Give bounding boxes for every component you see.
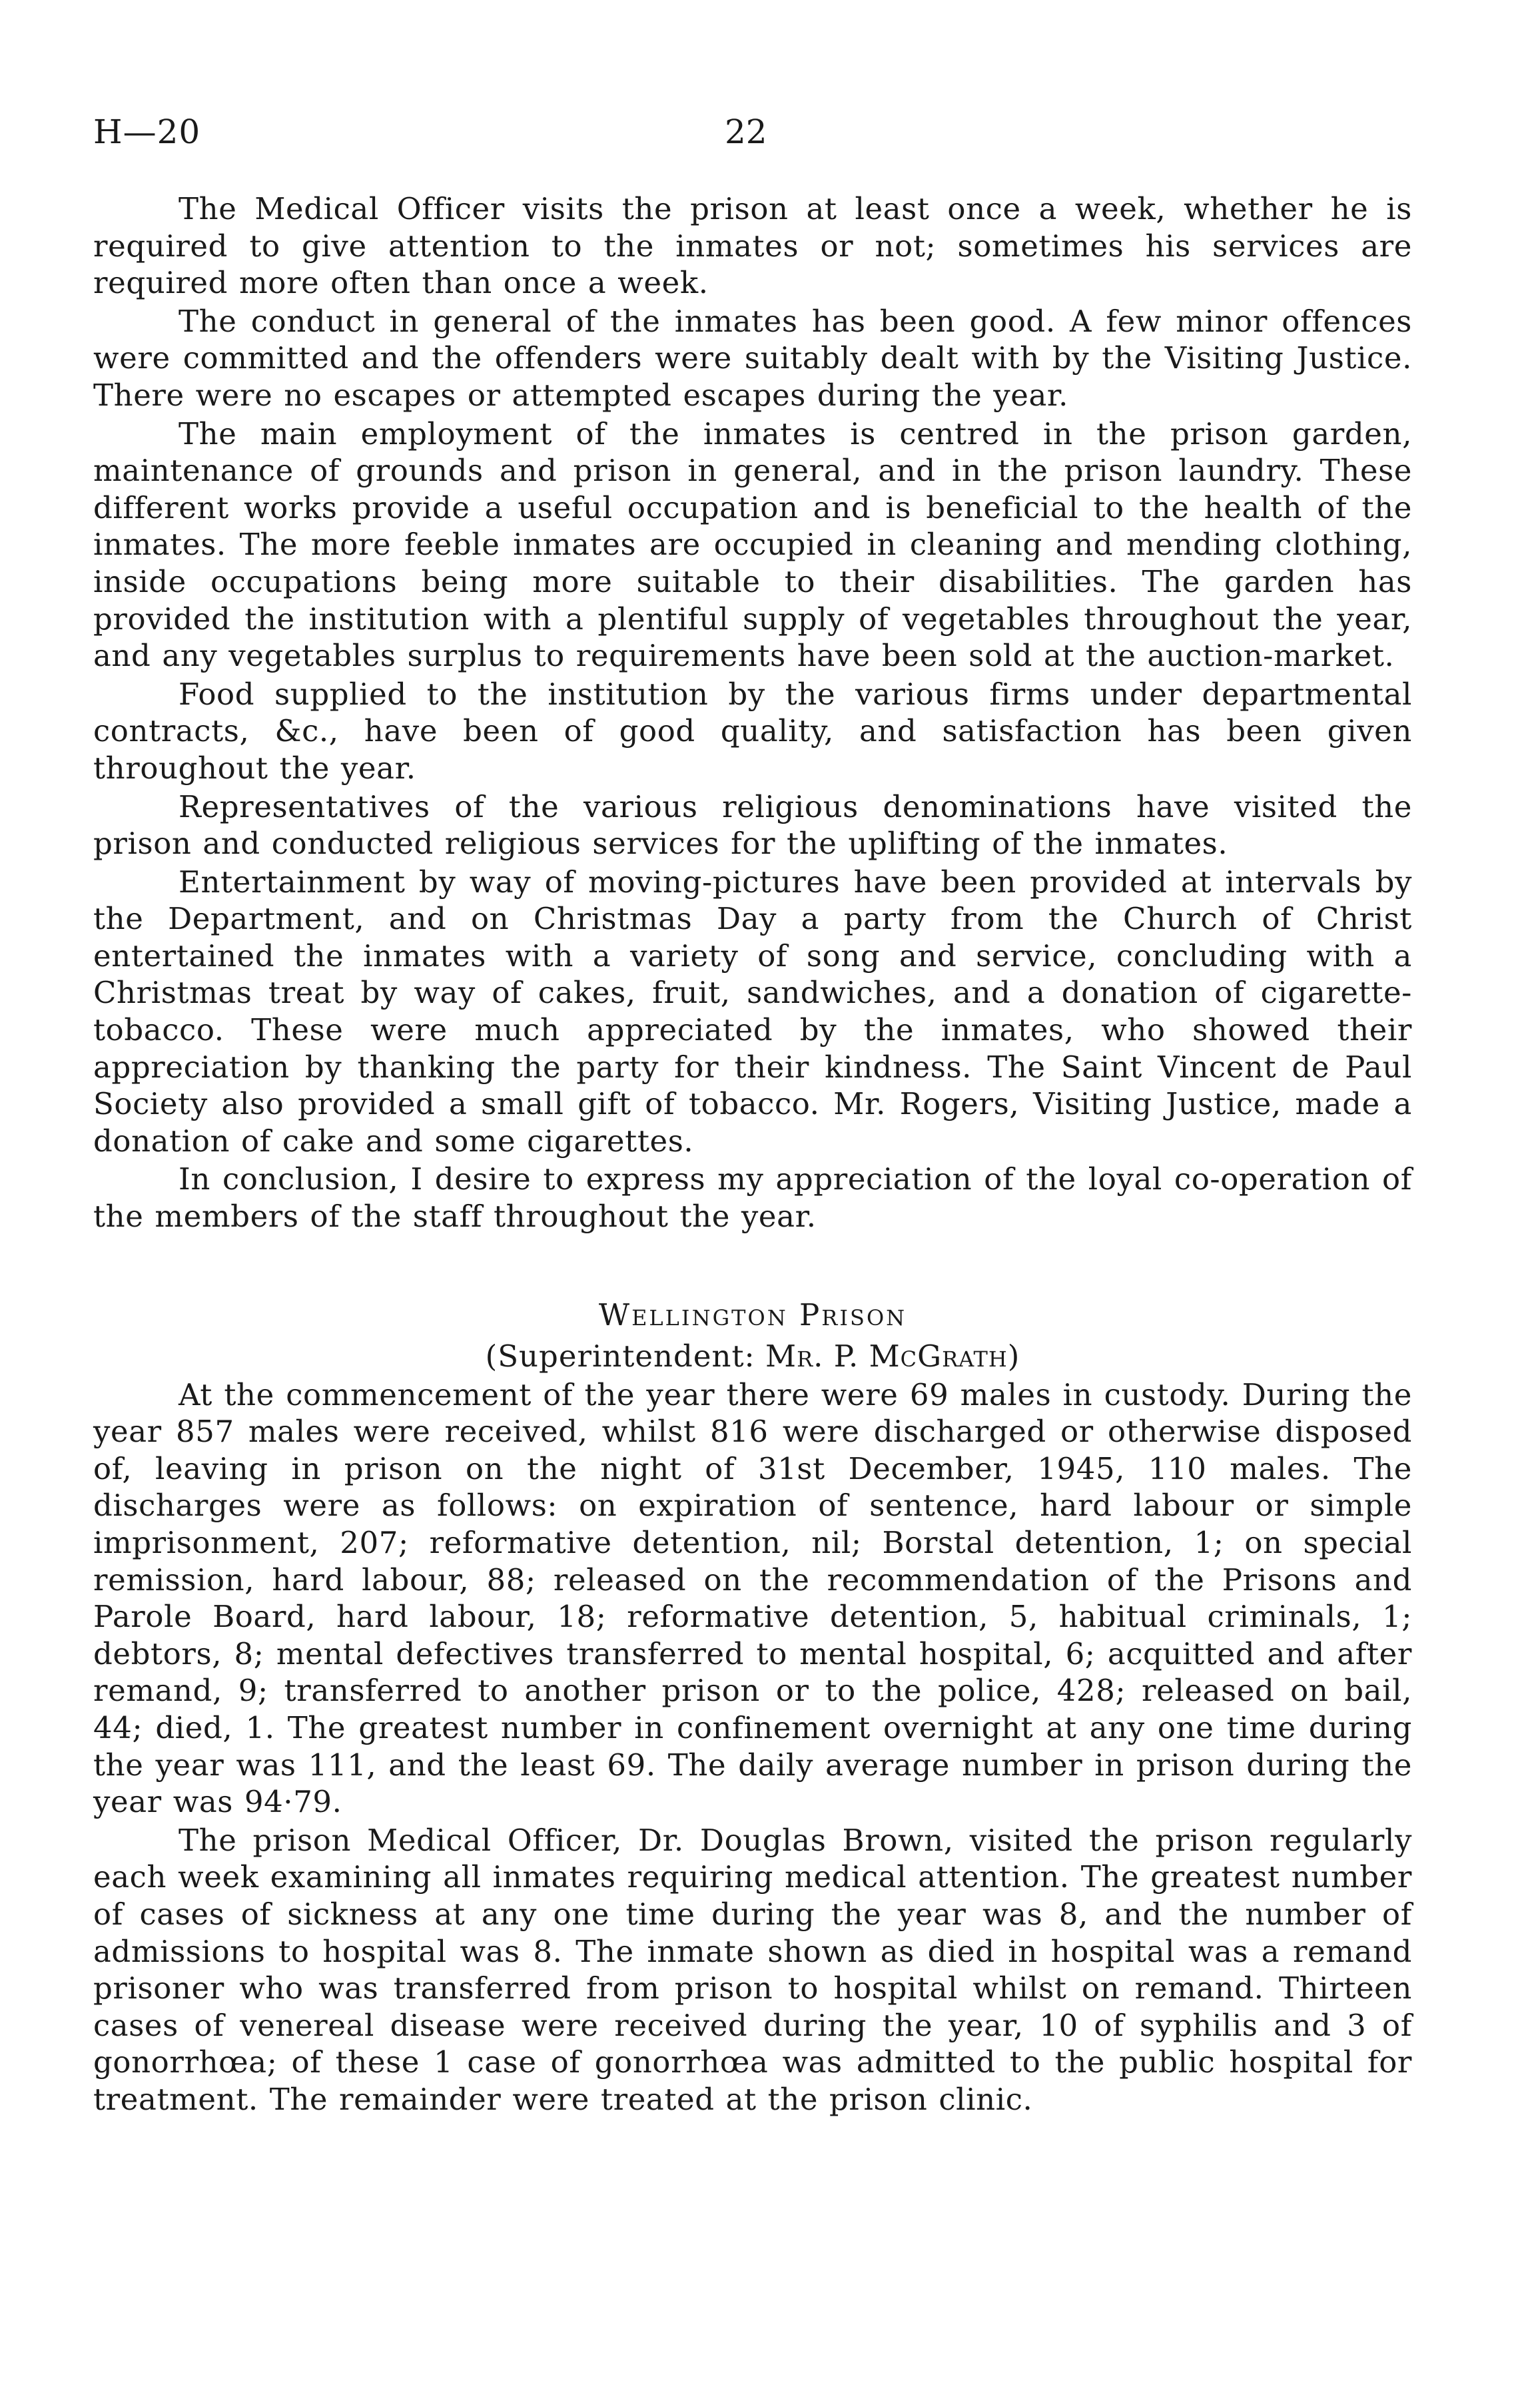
section-title: Wellington Prison: [598, 1297, 907, 1333]
paragraph-medical-officer: The Medical Officer visits the prison at least once a week, whether he is required to give attention to the inmates or not; sometimes his services are required more often than once a week.: [93, 191, 1412, 301]
paragraph-entertainment: Entertainment by way of moving-pictures have been provided at intervals by the Department, and on Christmas Day a party from the Church of Christ entertained the inmates with a variety of song and service, concluding with a Christmas treat by way of cakes, fruit, sandwiches, and a donation of cigarette-tobacco. These were much appreciated by the inmates, who showed their appreciation by thanking the party for their kindness. The Saint Vincent de Paul Society also provided a small gift of tobacco. Mr. Rogers, Visiting Justice, made a donation of cake and some cigarettes.: [93, 864, 1412, 1159]
page-number: 22: [725, 113, 767, 151]
paragraph-medical-report: The prison Medical Officer, Dr. Douglas Brown, visited the prison regularly each week examining all inmates requiring medical attention. The greatest number of cases of sickness at any one time during the year was 8, and the number of admissions to hospital was 8. The inmate shown as died in hospital was a remand prisoner who was transferred from prison to hospital whilst on remand. Thirteen cases of venereal disease were received during the year, 10 of syphilis and 3 of gonorrhœa; of these 1 case of gonorrhœa was admitted to the public hospital for treatment. The remainder were treated at the prison clinic.: [93, 1822, 1412, 2117]
section-wellington-prison: [93, 1297, 1412, 2118]
paragraph-conduct: The conduct in general of the inmates has been good. A few minor offences were committed and the offenders were suitably dealt with by the Visiting Justice. There were no escapes or attempted escapes during the year.: [93, 303, 1412, 413]
paragraph-employment: The main employment of the inmates is centred in the prison garden, maintenance of grounds and prison in general, and in the prison laundry. These different works provide a useful occupation and is beneficial to the health of the inmates. The more feeble inmates are occupied in cleaning and mending clothing, inside occupations being more suitable to their disabilities. The garden has provided the institution with a plentiful supply of vegetables throughout the year, and any vegetables surplus to requirements have been sold at the auction-market.: [93, 416, 1412, 674]
page-header: [93, 112, 1423, 152]
document-body: [93, 190, 1412, 2118]
paragraph-religious: Representatives of the various religious denominations have visited the prison and conducted religious services for the uplifting of the inmates.: [93, 788, 1412, 862]
subtitle-suffix: ): [1007, 1338, 1020, 1374]
paragraph-food: Food supplied to the institution by the various firms under departmental contracts, &c., have been of good quality, and satisfaction has been given throughout the year.: [93, 676, 1412, 786]
document-code: H—20: [93, 113, 201, 151]
section-subtitle: [93, 1338, 1412, 1375]
paragraph-custody-statistics: At the commencement of the year there were 69 males in custody. During the year 857 males were received, whilst 816 were discharged or otherwise disposed of, leaving in prison on the night of 31st December, 1945, 110 males. The discharges were as follows: on expiration of sentence, hard labour or simple imprisonment, 207; reformative detention, nil; Borstal detention, 1; on special remission, hard labour, 88; released on the recommendation of the Prisons and Parole Board, hard labour, 18; reformative detention, 5, habitual criminals, 1; debtors, 8; mental defectives transferred to mental hospital, 6; acquitted and after remand, 9; transferred to another prison or to the police, 428; released on bail, 44; died, 1. The greatest number in confinement overnight at any one time during the year was 111, and the least 69. The daily average number in prison during the year was 94·79.: [93, 1376, 1412, 1820]
superintendent-name: Mr. P. McGrath: [765, 1338, 1008, 1374]
paragraph-conclusion: In conclusion, I desire to express my appreciation of the loyal co-operation of the members of the staff throughout the year.: [93, 1161, 1412, 1235]
subtitle-prefix: (Superintendent:: [485, 1338, 766, 1374]
